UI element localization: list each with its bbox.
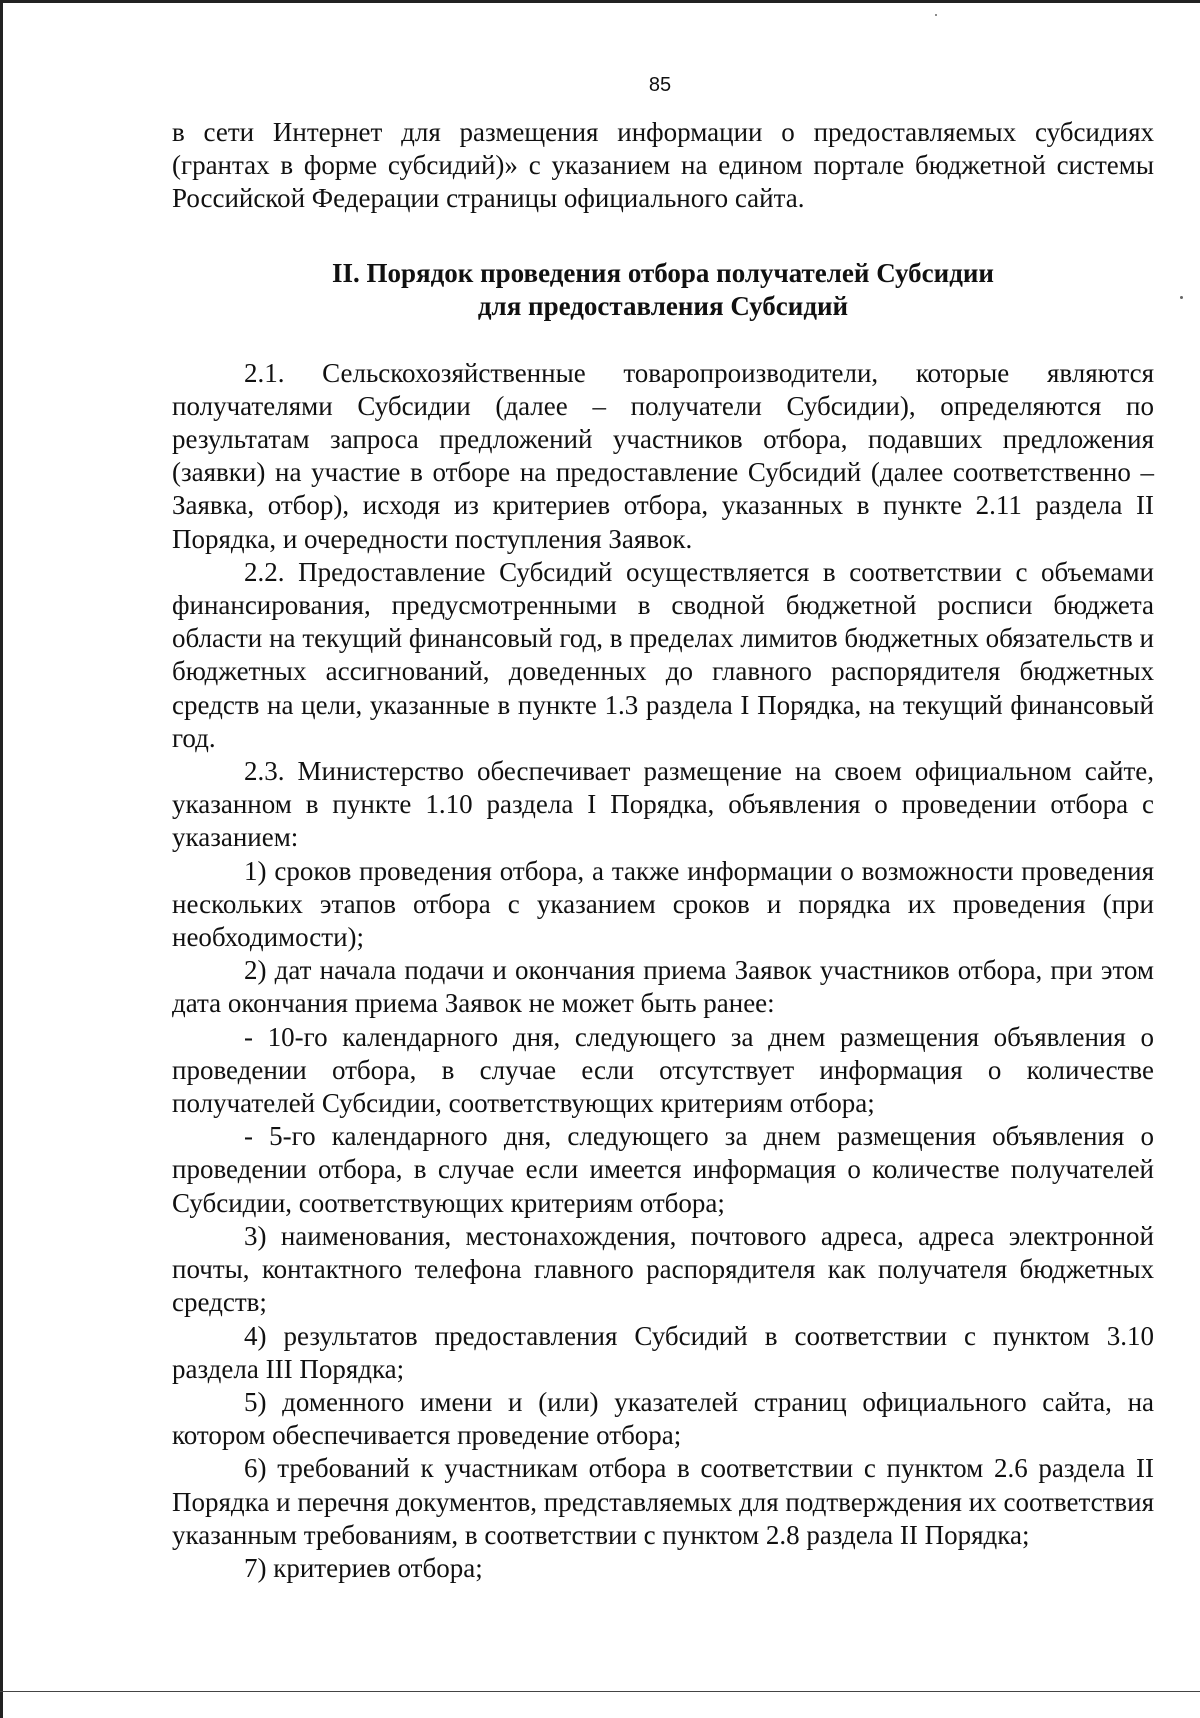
list-subitem-5-day: - 5-го календарного дня, следующего за днем размещения объявления о проведении отбора, в случае если имеется информация о количестве получателей Субсидии, соответствующих критериям отбора; bbox=[172, 1121, 1154, 1218]
list-subitem-10-day: - 10-го календарного дня, следующего за днем размещения объявления о проведении отбора, в случае если отсутствует информация о количестве получателей Субсидии, соответствующих критериям отбора; bbox=[172, 1021, 1154, 1119]
paragraph-2-3: 2.3. Министерство обеспечивает размещение на своем официальном сайте, указанном в пункте 1.10 раздела I Порядка, объявления о проведении отбора с указанием: bbox=[172, 756, 1154, 853]
list-item-1: 1) сроков проведения отбора, а также информации о возможности проведения нескольких этапов отбора с указанием сроков и порядка их проведения (при необходимости); bbox=[172, 855, 1154, 953]
scan-speck bbox=[935, 14, 937, 16]
paragraph-continuation: в сети Интернет для размещения информации о предоставляемых субсидиях (грантах в форме субсидий)» с указанием на едином портале бюджетной системы Российской Федерации страницы официального сайта. bbox=[172, 117, 1154, 214]
spacer bbox=[172, 216, 1154, 257]
scan-speck bbox=[1180, 296, 1183, 299]
section-heading bbox=[172, 257, 1154, 323]
bottom-rule bbox=[0, 1691, 1200, 1692]
section-heading-line-2: для предоставления Субсидий bbox=[477, 290, 849, 321]
list-item-4: 4) результатов предоставления Субсидий в соответствии с пунктом 3.10 раздела III Порядка; bbox=[172, 1320, 1154, 1384]
page-number: 85 bbox=[648, 74, 672, 96]
paragraph-2-1: 2.1. Сельскохозяйственные товаропроизводители, которые являются получателями Субсидии (далее – получатели Субсидии), определяются по результатам запроса предложений участников отбора, подавших предложения (заявки) на участие в отборе на предоставление Субсидий (далее соответственно – Заявка, отбор), исходя из критериев отбора, указанных в пункте 2.11 раздела II Порядка, и очередности поступления Заявок. bbox=[172, 357, 1154, 554]
list-item-3: 3) наименования, местонахождения, почтового адреса, адреса электронной почты, контактного телефона главного распорядителя как получателя бюджетных средств; bbox=[172, 1220, 1154, 1318]
list-item-2: 2) дат начала подачи и окончания приема Заявок участников отбора, при этом дата окончания приема Заявок не может быть ранее: bbox=[172, 955, 1154, 1019]
list-item-5: 5) доменного имени и (или) указателей страниц официального сайта, на котором обеспечивается проведение отбора; bbox=[172, 1386, 1154, 1451]
list-item-7: 7) критериев отбора; bbox=[244, 1552, 483, 1583]
document-body bbox=[172, 116, 1154, 1585]
spacer bbox=[172, 323, 1154, 357]
list-item-6: 6) требований к участникам отбора в соответствии с пунктом 2.6 раздела II Порядка и перечня документов, представляемых для подтверждения их соответствия указанным требованиям, в соответствии с пунктом 2.8 раздела II Порядка; bbox=[172, 1453, 1154, 1550]
section-heading-line-1: II. Порядок проведения отбора получателей Субсидии bbox=[332, 257, 994, 288]
paragraph-2-2: 2.2. Предоставление Субсидий осуществляется в соответствии с объемами финансирования, предусмотренными в сводной бюджетной росписи бюджета области на текущий финансовый год, в пределах лимитов бюджетных обязательств и бюджетных ассигнований, доведенных до главного распорядителя бюджетных средств на цели, указанные в пункте 1.3 раздела I Порядка, на текущий финансовый год. bbox=[172, 556, 1154, 753]
